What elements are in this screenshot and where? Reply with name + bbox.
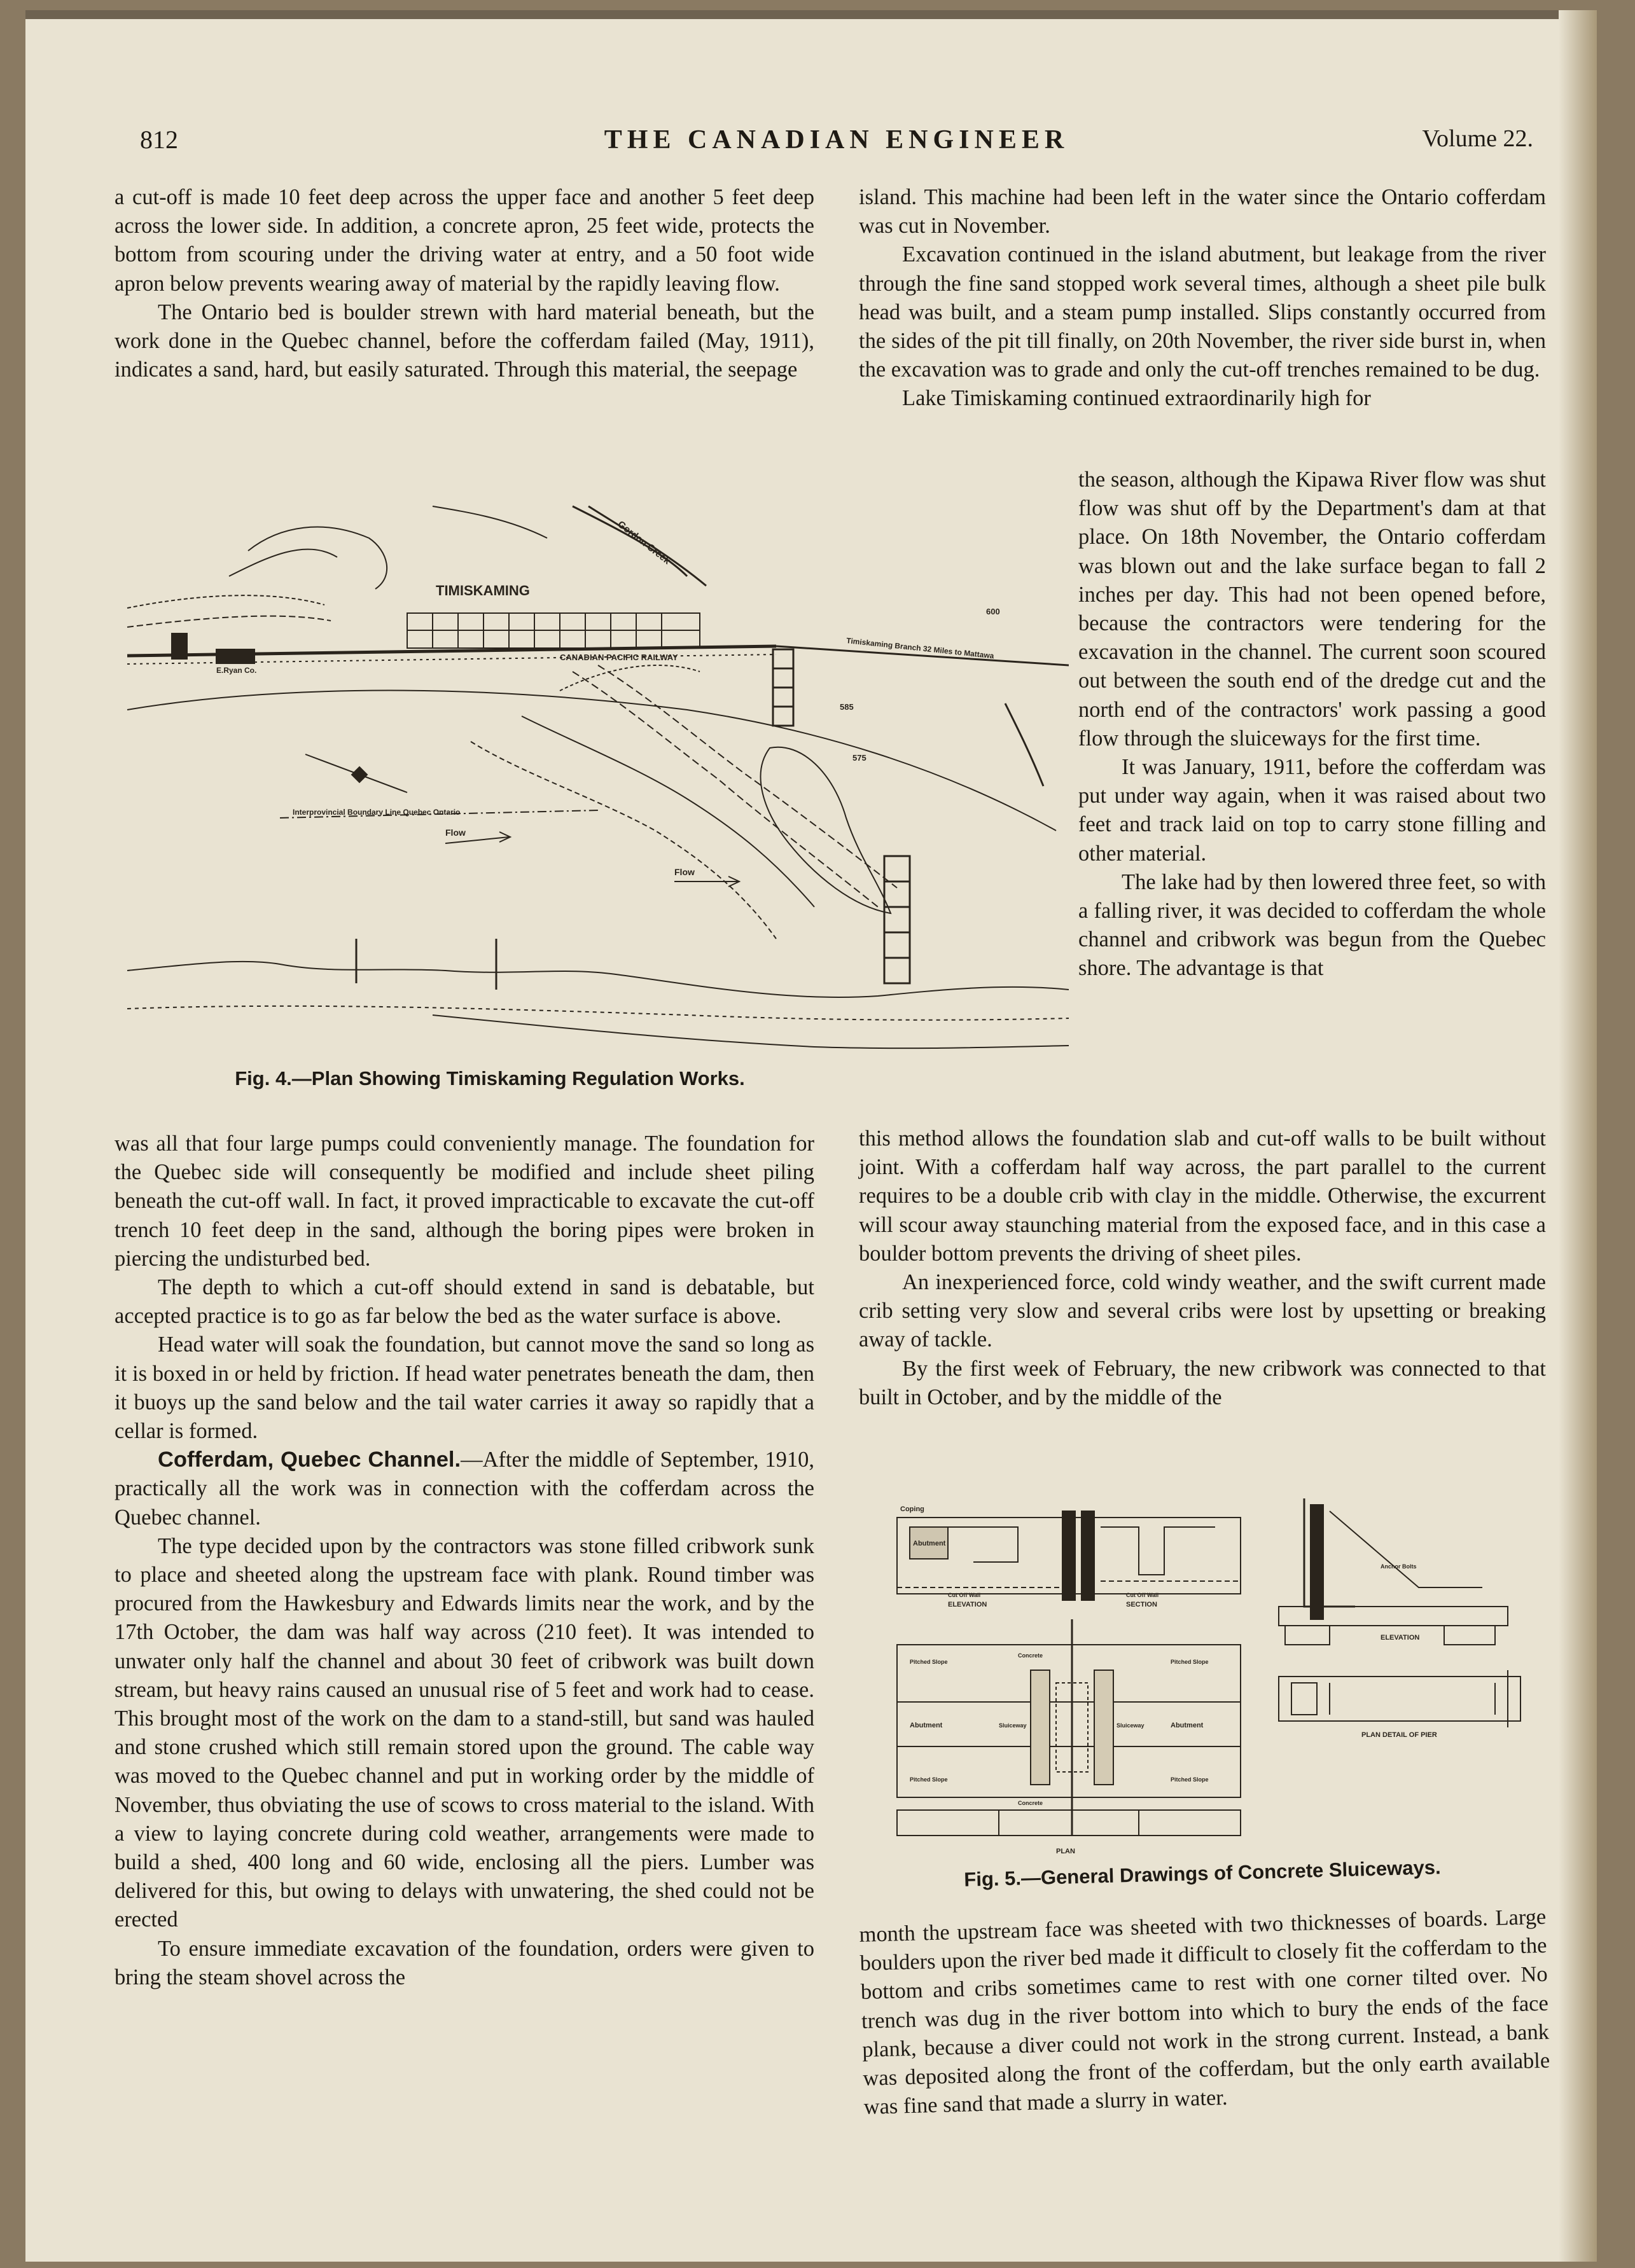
journal-title: THE CANADIAN ENGINEER [604,125,1069,155]
fig5-label-cutoff: Cut Off Wall [1126,1592,1159,1598]
left-column-top [115,183,814,384]
fig5-label-cutoff: Cut Off Wall [948,1592,981,1598]
paragraph: To ensure immediate excavation of the foundation, orders were given to bring the steam shovel across the [115,1936,814,1989]
fig5-label-sluiceway: Sluiceway [1117,1722,1144,1729]
paragraph: Head water will soak the foundation, but cannot move the sand so long as it is boxed in or held by friction. If head water penetrates beneath the dam, then it buoys up the sand below and the tail water carries it away so rapidly that a cellar is formed. [115,1332,814,1444]
paragraph: was all that four large pumps could conveniently manage. The foundation for the Quebec side will consequently be modified and include sheet piling beneath the cut-off wall. In fact, it proved impracticable to excavate the cut-off trench 10 feet deep in the sand, although the boring pipes were broken in piercing the undisturbed bed. [115,1131,814,1271]
paragraph: month the upstream face was sheeted with two thicknesses of boards. Large boulders upon the river bed made it difficult to closely fit the cofferdam to the bottom and cribs sometimes came to rest with one corner tilted over. No trench was dug in the river bottom into which to bury the ends of the face plank, because a diver could not work in the strong current. Instead, a bank was deposited along the front of the cofferdam, but the only earth available was fine sand that made a slurry in water. [859,1904,1550,2120]
paragraph: island. This machine had been left in the water since the Ontario cofferdam was cut in November. [859,185,1546,239]
figure-4-map [115,500,1069,1060]
map-label-railway: CANADIAN PACIFIC RAILWAY [560,653,678,662]
figure-4-caption: Fig. 4.—Plan Showing Timiskaming Regulation Works. [235,1067,745,1089]
map-label-flow-2: Flow [674,867,695,877]
fig5-label-abutment: Abutment [910,1722,943,1729]
left-column-bottom [115,1130,814,1992]
fig5-label-abutment: Abutment [913,1540,946,1547]
fig5-label-pitched-slope: Pitched Slope [1171,1776,1209,1783]
map-label-creek: Gordon Creek [615,518,672,567]
volume-label: Volume 22. [1422,125,1533,152]
right-column-top [859,183,1546,413]
page [25,10,1597,2262]
paragraph: Excavation continued in the island abutment, but leakage from the river through the fine sand stopped work several times, although a sheet pile bulk head was built, and a steam pump installed. Slips constantly occurred from the sides of the pit till finally, on 20th November, the river side burst in, when the excavation was to grade and only the cut-off trenches remained to be dug. [859,242,1546,382]
fig5-label-pitched-slope: Pitched Slope [1171,1659,1209,1665]
paragraph: The depth to which a cut-off should extend in sand is debatable, but accepted practice is to go as far below the bed as the water surface is above. [115,1275,814,1329]
map-label-contour: 600 [986,607,1000,616]
section-heading: Cofferdam, Quebec Channel. [158,1448,461,1472]
map-label-branch: Timiskaming Branch 32 Miles to Mattawa [845,636,995,661]
fig5-label-plan-detail: PLAN DETAIL OF PIER [1361,1731,1437,1739]
paragraph: The lake had by then lowered three feet, so with a falling river, it was decided to cofferdam the whole channel and cribwork was begun from the Quebec shore. The advantage is that [1078,869,1546,981]
right-column-narrow [1078,466,1546,983]
paragraph: An inexperienced force, cold windy weather, and the swift current made crib setting very slow and several cribs were lost by upsetting or breaking away of tackle. [859,1270,1546,1352]
map-label-contour: 575 [852,753,866,763]
figure-5-caption: Fig. 5.—General Drawings of Concrete Sluiceways. [963,1856,1442,1891]
paragraph: The type decided upon by the contractors was stone filled cribwork sunk to place and sheeted along the upstream face with plank. Round timber was procured from the Hawkesbury and Edwards limits near the work, and by the 17th October, the dam was half way across (210 feet). It was intended to unwater only half the channel and about 30 feet of cribwork was built down stream, but heavy rains caused an unusual rise of 5 feet and work had to cease. This brought most of the work on the dam to a stand-still, but sand was hauled and stone crushed which still remain stored upon the ground. The cable way was moved to the Quebec channel and put in working order by the middle of November, thus obviating the use of scows to cross material to the island. With a view to laying concrete during cold weather, arrangements were made to build a shed, 400 long and 60 wide, enclosing all the piers. Lumber was delivered for this, but owing to delays with unwatering, the shed could not be erected [115,1533,814,1932]
section-paragraph: Cofferdam, Quebec Channel.—After the middle of September, 1910, practically all the work was in connection with the cofferdam across the Quebec channel. [115,1448,814,1530]
paragraph: By the first week of February, the new cribwork was connected to that built in October, and by the middle of the [859,1356,1546,1409]
fig5-label-pitched-slope: Pitched Slope [910,1659,948,1665]
paragraph: the season, although the Kipawa River flow was shut flow was shut off by the Department's dam at that place. On 18th November, the Ontario cofferdam was blown out and the lake surface began to fall 2 inches per day. This had not been opened before, because the contractors were tendering for the excavation in the channel. The current soon scoured out between the south end of the dredge cut and the north end of the contractors' work passing a good flow through the sluiceways for the first time. [1078,467,1546,750]
map-label-mill: E.Ryan Co. [216,666,257,675]
fig5-label-elevation: ELEVATION [948,1601,987,1608]
book-spine-shadow [1559,10,1597,2262]
paragraph: Lake Timiskaming continued extraordinarily high for [902,386,1371,411]
fig5-label-concrete: Concrete [1018,1800,1043,1806]
page-number: 812 [140,125,178,154]
right-column-wide [859,1124,1546,1412]
fig5-label-coping: Coping [900,1505,924,1513]
fig5-label-sluiceway: Sluiceway [999,1722,1027,1729]
map-label-flow: Flow [445,827,466,838]
running-header [140,125,1533,163]
fig5-label-concrete: Concrete [1018,1652,1043,1659]
figure-5-drawings [872,1492,1533,1861]
paragraph: It was January, 1911, before the cofferdam was put under way again, when it was raised about two feet and track laid on top to carry stone filling and other material. [1078,755,1546,866]
fig5-label-elevation-right: ELEVATION [1381,1634,1420,1642]
paragraph: The Ontario bed is boulder strewn with hard material beneath, but the work done in the Quebec channel, before the cofferdam failed (May, 1911), indicates a sand, hard, but easily saturated. Through this material, the seepage [115,300,814,382]
paragraph: this method allows the foundation slab and cut-off walls to be built without joint. With a cofferdam half way across, the part parallel to the current requires to be a double crib with clay in the middle. Otherwise, the excurrent will scour away staunching material from the exposed face, and in this case a boulder bottom prevents the driving of sheet piles. [859,1126,1546,1266]
fig5-label-section: SECTION [1126,1601,1157,1608]
fig5-label-anchor-bolts: Anchor Bolts [1381,1563,1417,1570]
paragraph: a cut-off is made 10 feet deep across the upper face and another 5 feet deep across the lower side. In addition, a concrete apron, 25 feet wide, protects the bottom from scouring under the driving water at entry, and a 50 foot wide apron below prevents wearing away of material by the rapidly leaving flow. [115,185,814,296]
map-label-contour: 585 [840,702,854,712]
fig5-label-plan: PLAN [1056,1848,1075,1855]
right-column-bottom [859,1903,1551,2122]
book-edge [25,10,1597,19]
map-label-boundary: Interprovincial Boundary Line Quebec Ontario [293,808,461,817]
fig5-label-pitched-slope: Pitched Slope [910,1776,948,1783]
fig5-label-abutment: Abutment [1171,1722,1204,1729]
map-label-town: TIMISKAMING [436,583,530,598]
